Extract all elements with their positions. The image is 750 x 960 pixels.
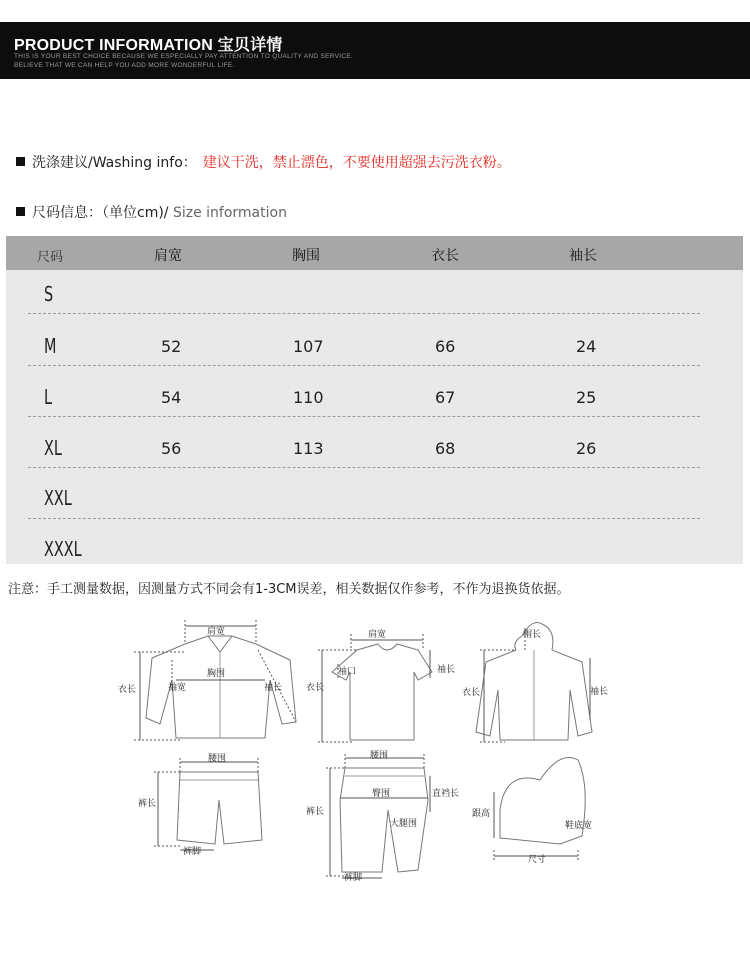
label-shirt-armhole: 袖宽 bbox=[168, 683, 187, 693]
label-tshirt-sleeve: 袖长 bbox=[437, 665, 456, 675]
size-info-label-en: Size information bbox=[172, 205, 287, 221]
label-pants-rise: 直裆长 bbox=[432, 789, 460, 799]
label-shirt-sleeve: 袖长 bbox=[264, 683, 283, 693]
label-pants-hem: 裤脚 bbox=[344, 873, 363, 883]
label-tshirt-shoulder: 肩宽 bbox=[368, 630, 387, 640]
cell-shoulder: 56 bbox=[161, 439, 182, 458]
label-shirt-chest: 胸围 bbox=[207, 669, 226, 679]
header-size: 尺码 bbox=[37, 250, 64, 265]
label-pants-hip: 臀围 bbox=[372, 789, 391, 799]
header-length: 衣长 bbox=[431, 248, 459, 264]
row-divider bbox=[28, 365, 700, 366]
size-table bbox=[6, 236, 743, 564]
measurement-diagrams bbox=[0, 600, 750, 900]
header-chest: 胸围 bbox=[292, 248, 320, 264]
row-size-label: XL bbox=[44, 436, 62, 460]
row-size-label: S bbox=[44, 282, 54, 306]
label-tshirt-length: 衣长 bbox=[306, 683, 325, 693]
label-shirt-length: 衣长 bbox=[118, 685, 137, 695]
label-pants-length: 裤长 bbox=[306, 807, 325, 817]
cell-sleeve: 24 bbox=[576, 337, 597, 356]
size-info bbox=[16, 202, 287, 222]
label-shorts-waist: 腰围 bbox=[208, 754, 227, 764]
cell-length: 66 bbox=[435, 337, 456, 356]
label-shoe-width: 鞋底宽 bbox=[565, 821, 593, 831]
row-divider bbox=[28, 313, 700, 314]
row-divider bbox=[28, 467, 700, 468]
label-shirt-shoulder: 肩宽 bbox=[207, 627, 226, 637]
row-size-label: XXL bbox=[44, 486, 72, 510]
label-hoodie-sleeve: 袖长 bbox=[590, 687, 609, 697]
pants-illustration bbox=[326, 754, 430, 878]
bullet-square-icon bbox=[16, 207, 25, 216]
cell-sleeve: 25 bbox=[576, 388, 597, 407]
shirt-illustration bbox=[134, 620, 296, 740]
label-shoe-size: 尺寸 bbox=[528, 855, 547, 865]
cell-chest: 107 bbox=[293, 337, 324, 356]
shoe-illustration bbox=[494, 758, 585, 863]
row-size-label: M bbox=[44, 334, 57, 358]
washing-value: 建议干洗，禁止漂色，不要使用超强去污洗衣粉。 bbox=[202, 155, 511, 171]
cell-length: 68 bbox=[435, 439, 456, 458]
label-pants-waist: 腰围 bbox=[370, 751, 389, 761]
size-info-label: 尺码信息：（单位cm)/ bbox=[32, 205, 173, 221]
label-shoe-heel: 跟高 bbox=[472, 809, 491, 819]
banner-subtitle-1: THIS IS YOUR BEST CHOICE BECAUSE WE ESPECIALLY PAY ATTENTION TO QUALITY AND SERVICE. bbox=[14, 53, 354, 60]
label-hoodie-hat: 帽长 bbox=[523, 630, 542, 640]
bullet-square-icon bbox=[16, 157, 25, 166]
size-table-header bbox=[6, 236, 743, 270]
hoodie-illustration bbox=[476, 623, 592, 743]
banner-subtitle-2: BELIEVE THAT WE CAN HELP YOU ADD MORE WONDERFUL LIFE. bbox=[14, 62, 235, 69]
label-tshirt-cuff: 袖口 bbox=[338, 667, 357, 677]
washing-label: 洗涤建议/Washing info： bbox=[32, 155, 197, 171]
label-hoodie-length: 衣长 bbox=[462, 688, 481, 698]
washing-info bbox=[16, 152, 511, 172]
cell-chest: 113 bbox=[293, 439, 324, 458]
row-size-label: L bbox=[44, 385, 53, 409]
header-sleeve: 袖长 bbox=[569, 248, 597, 264]
header-banner bbox=[0, 22, 750, 79]
label-shorts-length: 裤长 bbox=[138, 799, 157, 809]
shorts-illustration bbox=[154, 758, 262, 850]
row-size-label: XXXL bbox=[44, 537, 82, 561]
cell-shoulder: 52 bbox=[161, 337, 182, 356]
banner-title: PRODUCT INFORMATION 宝贝详情 bbox=[14, 37, 283, 54]
label-pants-thigh: 大腿围 bbox=[390, 819, 418, 829]
row-divider bbox=[28, 518, 700, 519]
cell-length: 67 bbox=[435, 388, 456, 407]
measurement-note: 注意：手工测量数据，因测量方式不同会有1-3CM误差，相关数据仅作参考，不作为退换货依据。 bbox=[8, 582, 570, 597]
header-shoulder: 肩宽 bbox=[154, 248, 182, 264]
row-divider bbox=[28, 416, 700, 417]
tshirt-illustration bbox=[318, 634, 432, 742]
cell-shoulder: 54 bbox=[161, 388, 182, 407]
cell-sleeve: 26 bbox=[576, 439, 597, 458]
table-row bbox=[6, 525, 743, 576]
label-shorts-hem: 裤脚 bbox=[183, 847, 202, 857]
cell-chest: 110 bbox=[293, 388, 324, 407]
